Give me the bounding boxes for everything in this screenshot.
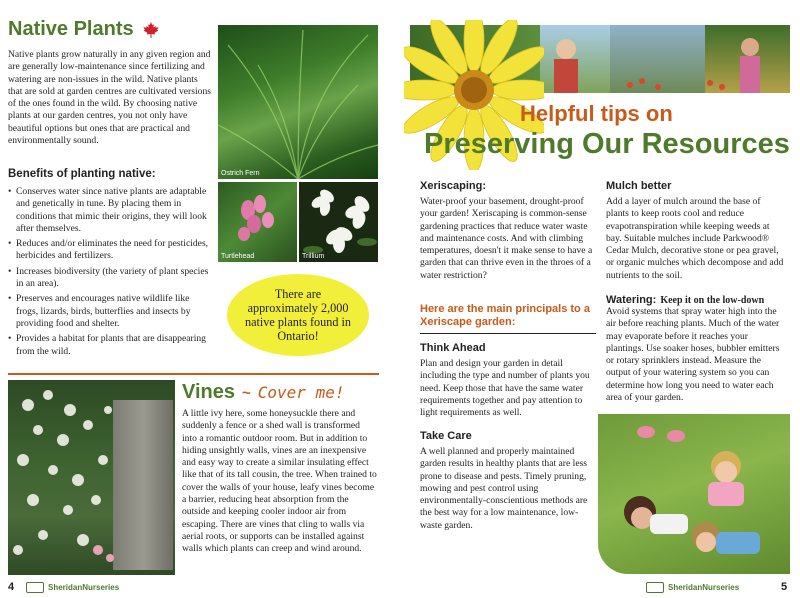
turtlehead-photo (218, 182, 297, 262)
vines-text: A little ivy here, some honeysuckle there and suddenly a fence or a shed wall is transformed into a romantic outdoor room. But in addition to hiding unsightly walls, vines are an inexpensive and easy way to create a similar insulating effect like that of its tall cousin, the tree. When trained to cover the walls of your house, leafy vines become a barrier, reducing heat absorption from the outside and keeping cooler indoor air from escaping. There are vines that cling to walls via aerial roots, or supports can be installed against walls which plants can creep and wind around. (182, 408, 377, 555)
vines-heading (182, 381, 344, 404)
photo-caption: Turtlehead (221, 253, 255, 260)
section-divider (8, 373, 379, 375)
benefit-item: • Preserves and encourages native wildlife like frogs, lizards, birds, butterflies and insects by providing food and shelter. (8, 293, 211, 330)
vines-photo (8, 380, 175, 575)
photo-caption: Ostrich Fern (221, 170, 260, 177)
maple-leaf-icon (142, 21, 160, 39)
think-ahead-heading: Think Ahead (420, 342, 486, 354)
page-number-right: 5 (781, 581, 788, 593)
think-ahead-text: Plan and design your garden in detail including the type and number of plants you need. Keep those that have the same water requirements together and pay attention to light requirements as well. (420, 358, 590, 419)
benefit-item: • Provides a habitat for plants that are disappearing from the wild. (8, 333, 211, 358)
sheridan-logo-icon (26, 582, 44, 593)
ostrich-fern-photo (218, 25, 378, 179)
watering-title: Watering: (606, 294, 657, 306)
mulch-heading: Mulch better (606, 180, 672, 192)
brand-name: SheridanNurseries (668, 583, 740, 592)
native-plants-callout (227, 274, 369, 356)
footer-brand-right (646, 582, 739, 593)
vines-subtitle: Cover me! (257, 383, 345, 402)
xeriscaping-heading: Xeriscaping: (420, 180, 487, 192)
native-plants-title (8, 18, 160, 41)
xeriscaping-text: Water-proof your basement, drought-proof your garden! Xeriscaping is common-sense gardening practices that reduce water waste and maintenance costs. And with climbing temperatures, doesn't it make sense to have a garden that can thrive even in the throes of a water restriction? (420, 196, 593, 281)
watering-text: Avoid systems that spray water high into the air before reaching plants. Much of the water may evaporate before it reaches your plantings. Use soaker hoses, bubbler emitters or rotary sprinklers instead. Measure the output of your watering system so you can determine how long you need to water each area of your garden. (606, 306, 780, 404)
vines-title: Vines (182, 381, 235, 403)
mulch-text: Add a layer of mulch around the base of plants to keep roots cool and reduce evapotranspiration while keeping weeds at bay. Suitable mulches include Parkwood® Cedar Mulch, decorative stone or pea gravel, or organic mulches which decompose and add nutrients to the soil. (606, 196, 784, 281)
watering-subtitle: Keep it on the low-down (660, 295, 765, 306)
benefits-heading: Benefits of planting native: (8, 168, 156, 180)
principals-underline (420, 333, 596, 334)
footer-brand-left (26, 582, 119, 593)
take-care-heading: Take Care (420, 430, 472, 442)
tips-title-line1: Helpful tips on (520, 101, 673, 126)
callout-text: There are approximately 2,000 native plants found in Ontario! (245, 287, 351, 343)
vines-title-dash: ~ (242, 385, 251, 402)
trillium-photo (299, 182, 378, 262)
principals-heading: Here are the main principals to a Xeriscape garden: (420, 303, 590, 328)
native-plants-intro: Native plants grow naturally in any given region and are generally low-maintenance since fertilizing and watering are non-issues in the wild. Native plants that are sold at garden centres are cultivated versions of the ones found in the wild. By choosing native plants at our garden centres, you not only have beautiful options but ones that are practical and environmentally sound. (8, 49, 211, 147)
photo-caption: Trillium (302, 253, 325, 260)
take-care-text: A well planned and properly maintained garden results in healthy plants that are less prone to disease and pests. Timely pruning, mowing and pest control using environmentally-conscientious methods are the best way for a low maintenance, low-waste garden. (420, 446, 588, 531)
sheridan-logo-icon (646, 582, 664, 593)
kids-on-grass-photo (598, 414, 790, 574)
benefit-item: • Increases biodiversity (the variety of plant species in an area). (8, 266, 211, 291)
native-plants-title-text: Native Plants (8, 18, 134, 40)
benefit-item: • Conserves water since native plants are adaptable and genetically in tune. By placing them in conditions that mimic their origins, they will look after themselves. (8, 186, 211, 235)
tips-title-line2: Preserving Our Resources (424, 128, 790, 160)
benefits-list (8, 186, 211, 361)
page-number-left: 4 (8, 581, 15, 593)
brand-name: SheridanNurseries (48, 583, 120, 592)
benefit-item: • Reduces and/or eliminates the need for pesticides, herbicides and fertilizers. (8, 238, 211, 263)
